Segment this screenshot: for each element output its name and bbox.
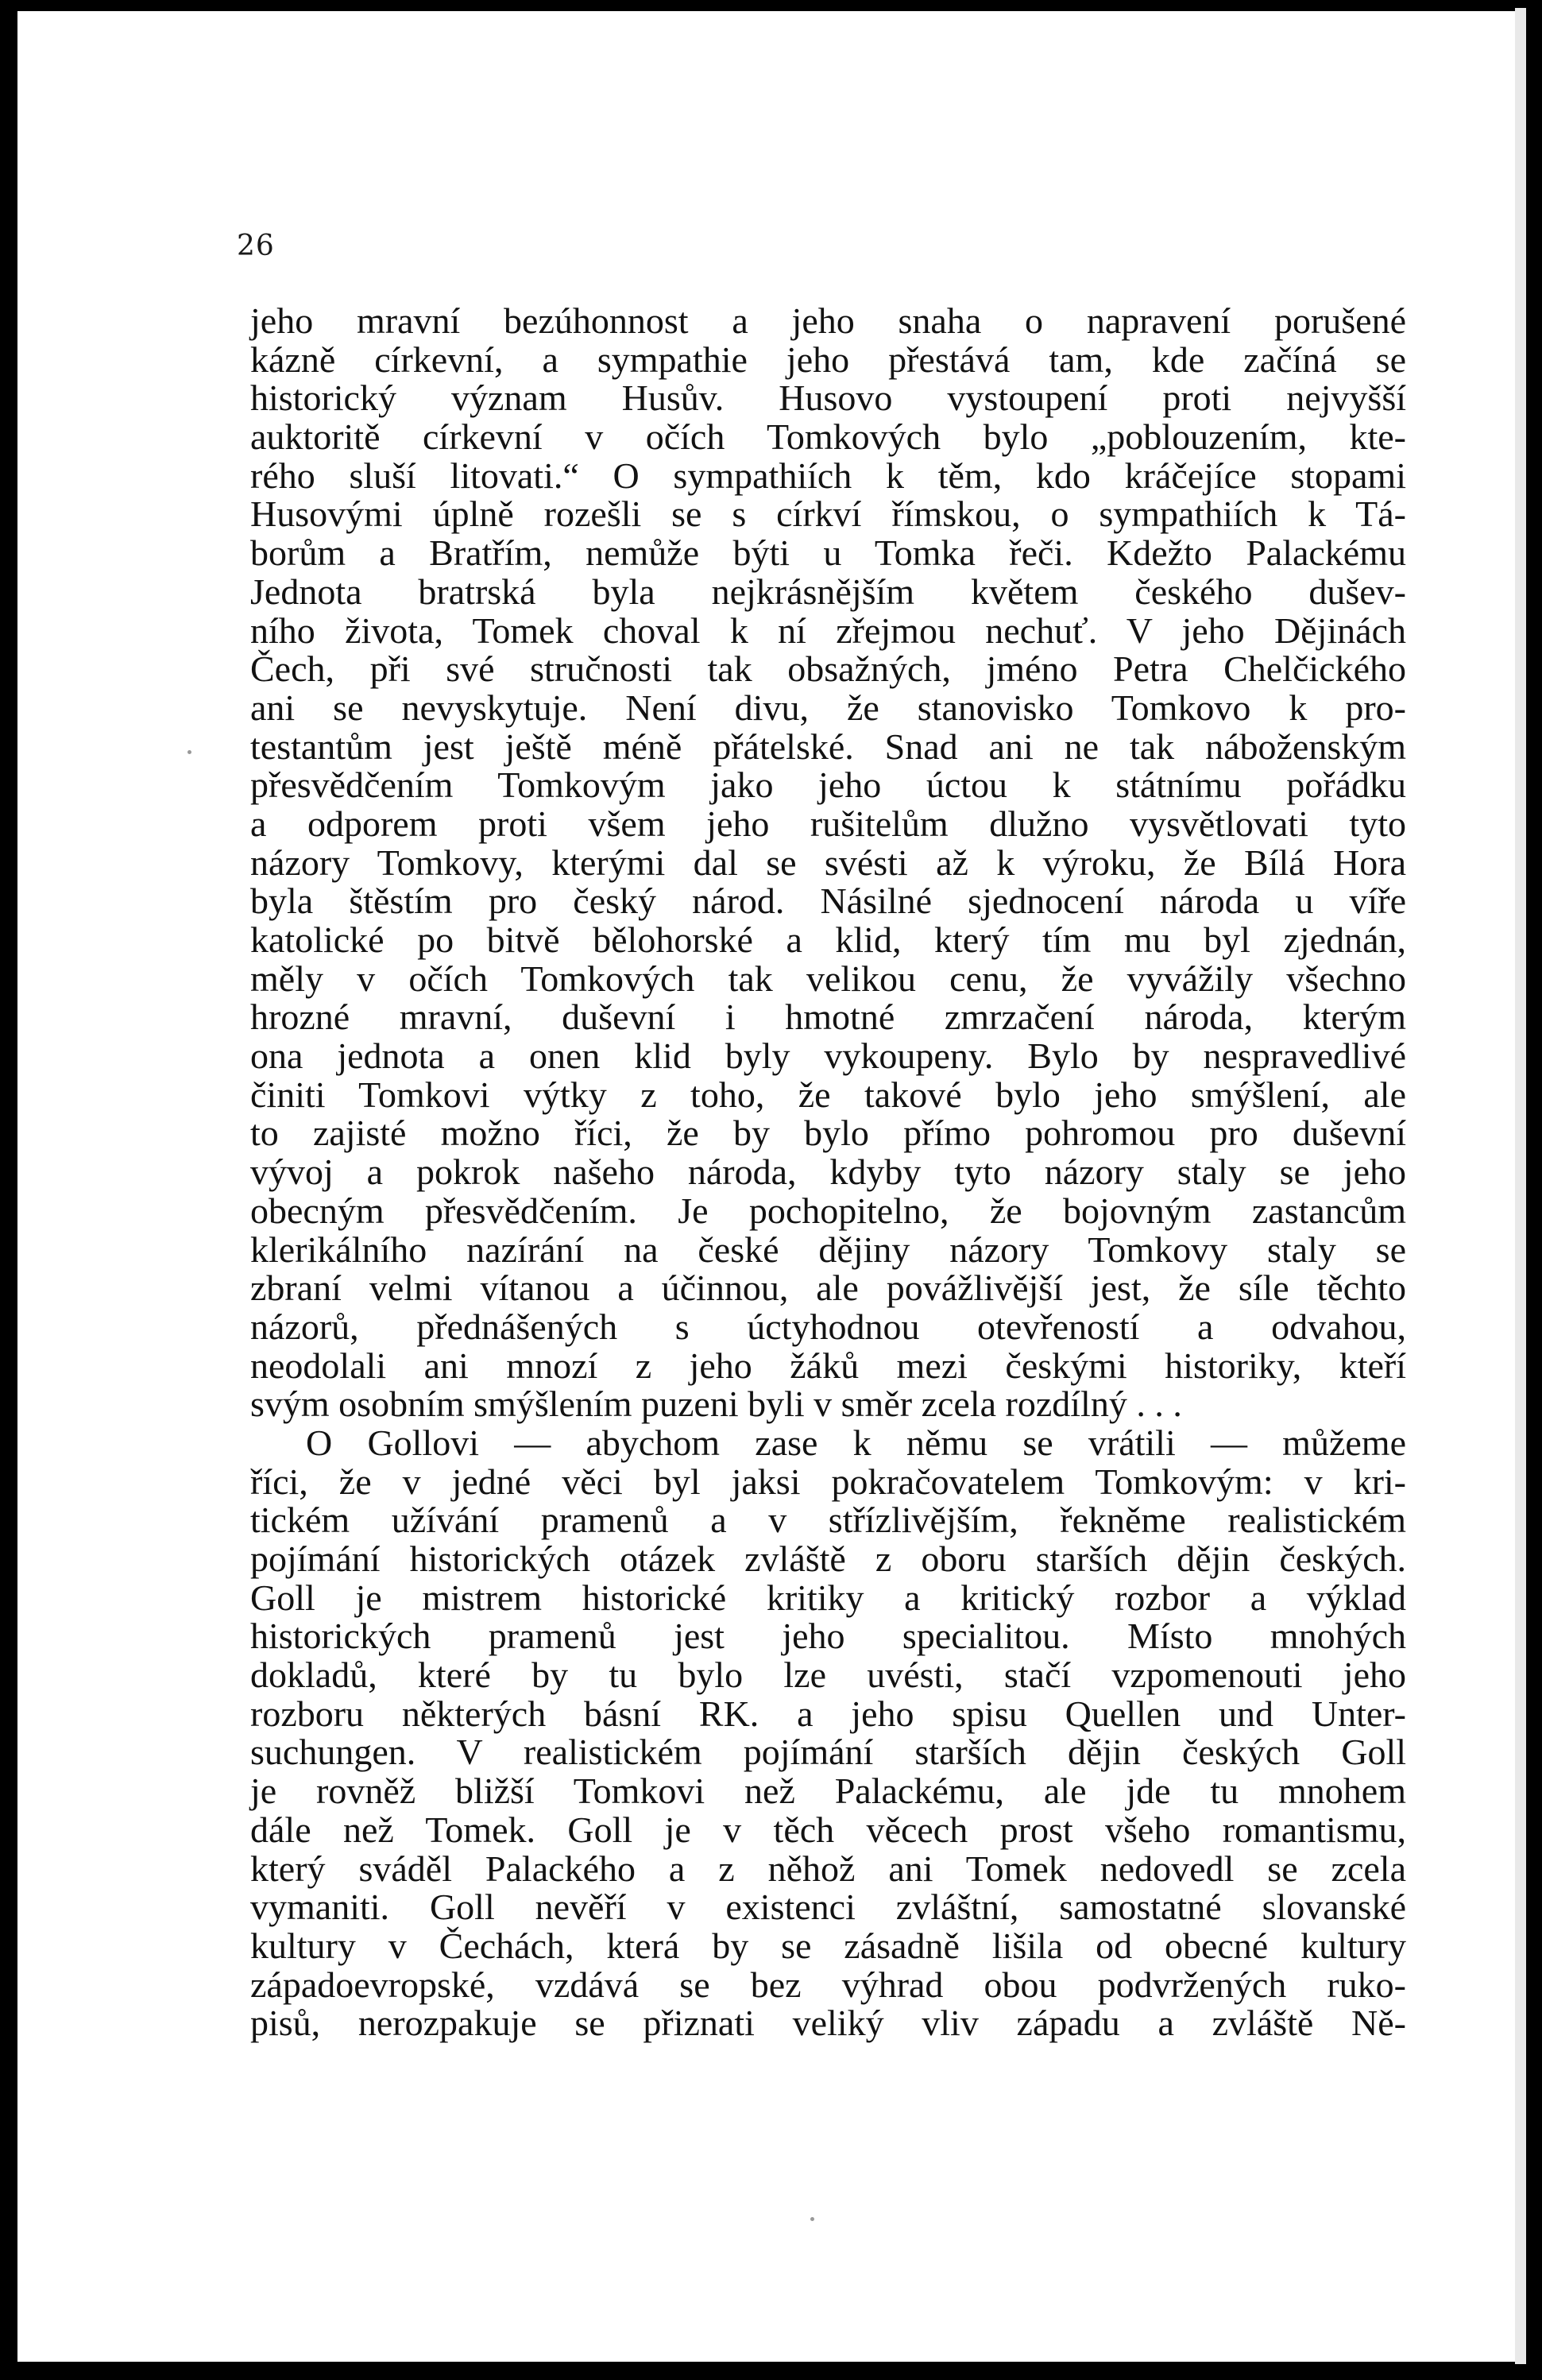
text-line: to zajisté možno říci, že by bylo přímo pohromou pro duševní bbox=[250, 1113, 1406, 1154]
text-line: jeho mravní bezúhonnost a jeho snaha o napravení porušené bbox=[250, 300, 1406, 341]
text-line: ona jednota a onen klid byly vykoupeny. Bylo by nespravedlivé bbox=[250, 1035, 1406, 1077]
text-line: který sváděl Palackého a z něhož ani Tomek nedovedl se zcela bbox=[250, 1848, 1406, 1889]
text-line: zbraní velmi vítanou a účinnou, ale povážlivější jest, že síle těchto bbox=[250, 1267, 1406, 1309]
text-line: pisů, nerozpakuje se přiznati veliký vliv západu a zvláště Ně- bbox=[250, 2003, 1406, 2044]
text-line: O Gollovi — abychom zase k němu se vrátili — můžeme bbox=[306, 1422, 1406, 1463]
text-line: kázně církevní, a sympathie jeho přestává tam, kde začíná se bbox=[250, 339, 1406, 380]
text-line: hrozné mravní, duševní i hmotné zmrzačení národa, kterým bbox=[250, 997, 1406, 1038]
text-line: ního života, Tomek choval k ní zřejmou nechuť. V jeho Dějinách bbox=[250, 610, 1406, 651]
text-line: ani se nevyskytuje. Není divu, že stanovisko Tomkovo k pro- bbox=[250, 687, 1406, 728]
text-line: katolické po bitvě bělohorské a klid, který tím mu byl zjednán, bbox=[250, 919, 1406, 960]
text-line: testantům jest ještě méně přátelské. Snad ani ne tak náboženským bbox=[250, 726, 1406, 767]
text-line: činiti Tomkovi výtky z toho, že takové bylo jeho smýšlení, ale bbox=[250, 1074, 1406, 1115]
text-line: kultury v Čechách, která by se zásadně lišila od obecné kultury bbox=[250, 1925, 1406, 1966]
text-line: pojímání historických otázek zvláště z oboru starších dějin českých. bbox=[250, 1538, 1406, 1579]
page-edge-shadow bbox=[1515, 8, 1526, 2364]
text-line: přesvědčením Tomkovým jako jeho úctou k státnímu pořádku bbox=[250, 764, 1406, 806]
text-line: měly v očích Tomkových tak velikou cenu, že vyvážily všechno bbox=[250, 958, 1406, 999]
text-line: vývoj a pokrok našeho národa, kdyby tyto názory staly se jeho bbox=[250, 1151, 1406, 1193]
text-line: neodolali ani mnozí z jeho žáků mezi českými historiky, kteří bbox=[250, 1345, 1406, 1386]
text-line: říci, že v jedné věci byl jaksi pokračovatelem Tomkovým: v kri- bbox=[250, 1461, 1406, 1502]
text-line: Čech, při své stručnosti tak obsažných, jméno Petra Chelčického bbox=[250, 648, 1406, 690]
text-line: Husovými úplně rozešli se s církví římskou, o sympathiích k Tá- bbox=[250, 493, 1406, 535]
text-line: suchungen. V realistickém pojímání starších dějin českých Goll bbox=[250, 1732, 1406, 1773]
text-line: svým osobním smýšlením puzeni byli v směr zcela rozdílný . . . bbox=[250, 1383, 1182, 1425]
text-line: dále než Tomek. Goll je v těch věcech prost všeho romantismu, bbox=[250, 1809, 1406, 1850]
text-line: historických pramenů jest jeho specialitou. Místo mnohých bbox=[250, 1616, 1406, 1657]
page-number: 26 bbox=[237, 230, 275, 262]
text-line: byla štěstím pro český národ. Násilné sjednocení národa u víře bbox=[250, 880, 1406, 922]
text-line: Goll je mistrem historické kritiky a kritický rozbor a výklad bbox=[250, 1577, 1406, 1618]
text-line: názory Tomkovy, kterými dal se svésti až k výroku, že Bílá Hora bbox=[250, 842, 1406, 883]
text-line: vymaniti. Goll nevěří v existenci zvláštní, samostatné slovanské bbox=[250, 1887, 1406, 1928]
text-line: klerikálního nazírání na české dějiny názory Tomkovy staly se bbox=[250, 1229, 1406, 1270]
scan-speck bbox=[187, 750, 191, 754]
text-line: rozboru některých básní RK. a jeho spisu Quellen und Unter- bbox=[250, 1693, 1406, 1734]
text-line: borům a Bratřím, nemůže býti u Tomka řeči. Kdežto Palackému bbox=[250, 532, 1406, 574]
text-line: názorů, přednášených s úctyhodnou otevřeností a odvahou, bbox=[250, 1306, 1406, 1347]
text-line: a odporem proti všem jeho rušitelům dlužno vysvětlovati tyto bbox=[250, 803, 1406, 844]
text-line: západoevropské, vzdává se bez výhrad obou podvržených ruko- bbox=[250, 1964, 1406, 2005]
text-line: rého sluší litovati.“ O sympathiích k těm, kdo kráčejíce stopami bbox=[250, 455, 1406, 496]
scan-speck bbox=[810, 2217, 814, 2221]
text-line: dokladů, které by tu bylo lze uvésti, stačí vzpomenouti jeho bbox=[250, 1654, 1406, 1696]
text-line: tickém užívání pramenů a v střízlivějším, řekněme realistickém bbox=[250, 1500, 1406, 1541]
text-line: Jednota bratrská byla nejkrásnějším květem českého dušev- bbox=[250, 571, 1406, 612]
text-line: historický význam Husův. Husovo vystoupení proti nejvyšší bbox=[250, 377, 1406, 419]
text-line: je rovněž bližší Tomkovi než Palackému, ale jde tu mnohem bbox=[250, 1770, 1406, 1812]
body-text bbox=[250, 302, 1406, 2043]
text-line: auktoritě církevní v očích Tomkových bylo „poblouzením, kte- bbox=[250, 416, 1406, 458]
text-line: obecným přesvědčením. Je pochopitelno, že bojovným zastancům bbox=[250, 1190, 1406, 1231]
